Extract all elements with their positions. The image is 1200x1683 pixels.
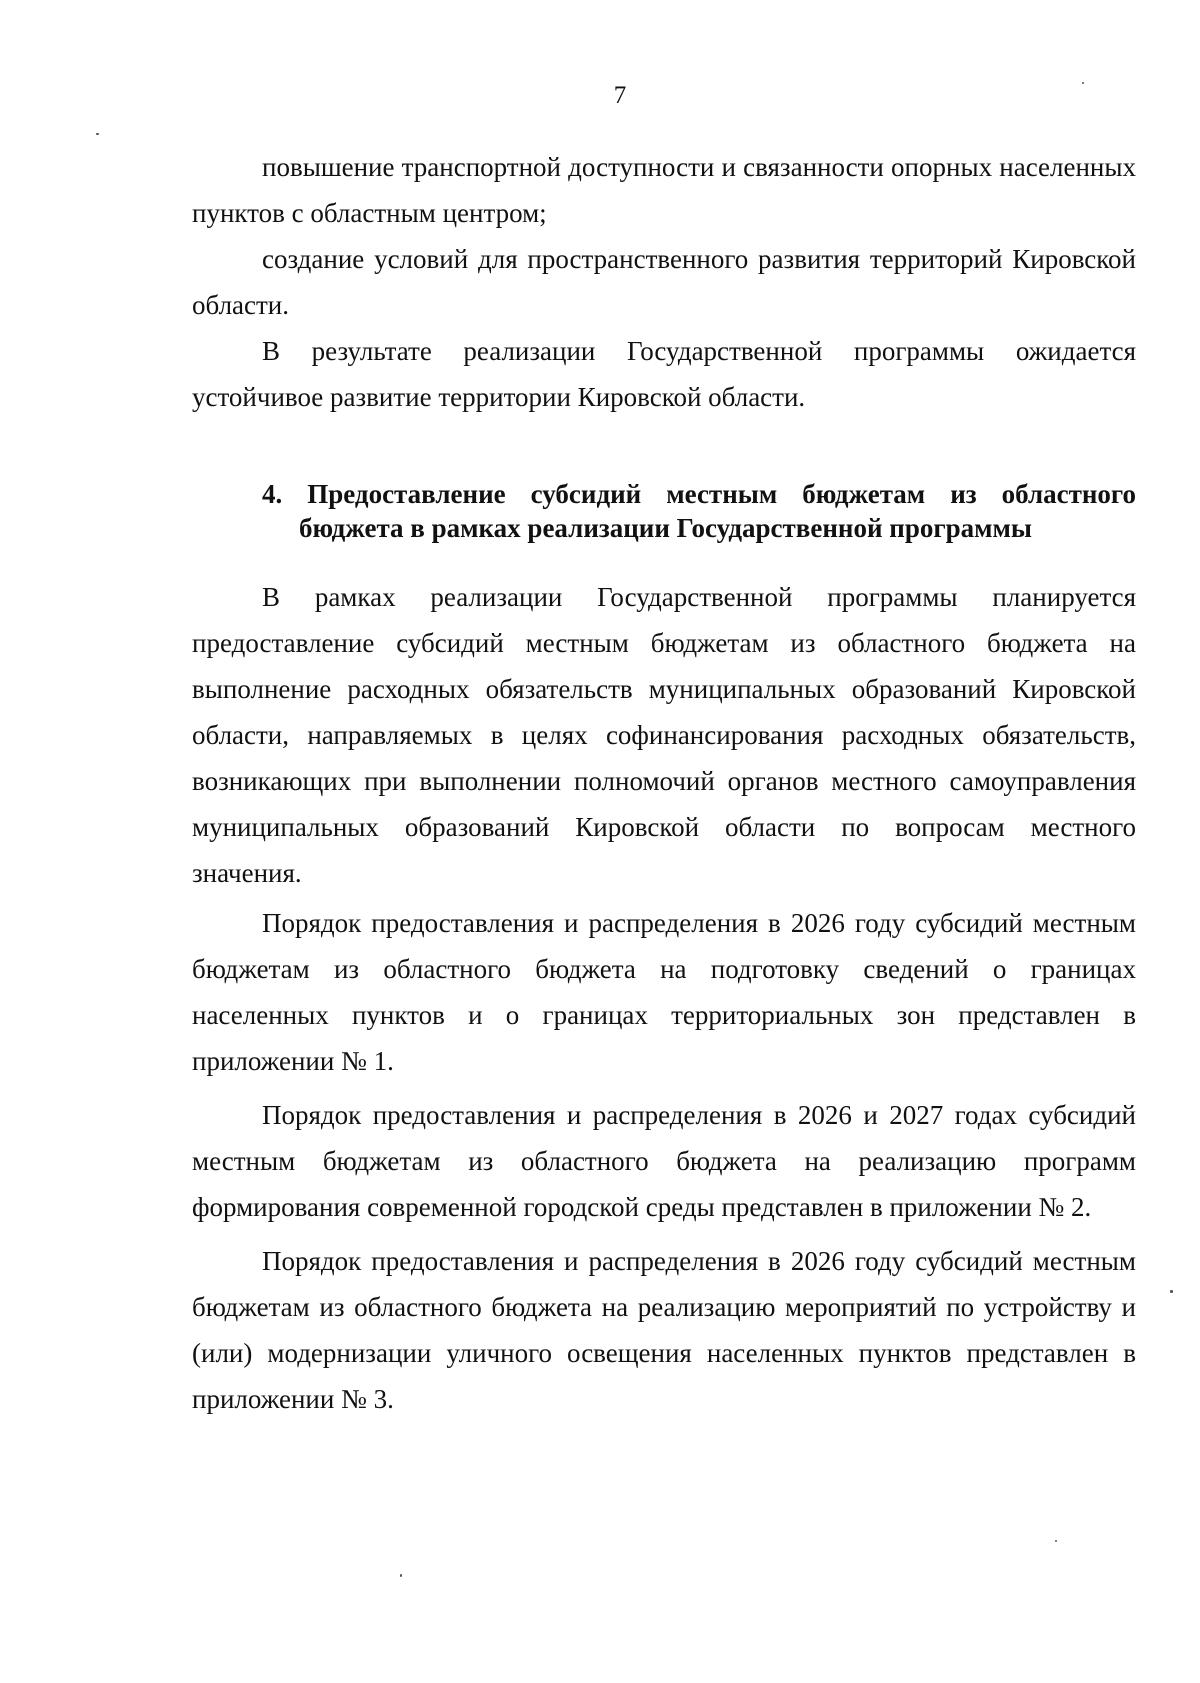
scan-speck xyxy=(96,133,99,135)
section-heading-line-1: 4. Предоставление субсидий местным бюджетам из областного xyxy=(262,479,1136,509)
section-text-block xyxy=(192,574,1136,1422)
section-heading xyxy=(262,477,1136,545)
paragraph-appendix-3: Порядок предоставления и распределения в 2026 году субсидий местным бюджетам из областного бюджета на реализацию мероприятий по устройству и (или) модернизации уличного освещения населенных пунктов представлен в приложении № 3. xyxy=(192,1246,1136,1414)
paragraph-appendix-1: Порядок предоставления и распределения в 2026 году субсидий местным бюджетам из областного бюджета на подготовку сведений о границах населенных пунктов и о границах территориальных зон представлен в приложении № 1. xyxy=(192,908,1136,1076)
scan-speck xyxy=(1055,1540,1057,1542)
paragraph-subsidies-overview: В рамках реализации Государственной программы планируется предоставление субсидий местным бюджетам из областного бюджета на выполнение расходных обязательств муниципальных образований Кировской области, направляемых в целях софинансирования расходных обязательств, возникающих при выполнении полномочий органов местного самоуправления муниципальных образований Кировской области по вопросам местного значения. xyxy=(192,582,1136,888)
scan-speck xyxy=(1082,82,1084,84)
section-heading-line-2: бюджета в рамках реализации Государственной программы xyxy=(299,513,1032,543)
page-number: 7 xyxy=(613,82,627,109)
paragraph-transport-accessibility: повышение транспортной доступности и связанности опорных населенных пунктов с областным центром; xyxy=(192,152,1136,228)
paragraph-appendix-2: Порядок предоставления и распределения в 2026 и 2027 годах субсидий местным бюджетам из областного бюджета на реализацию программ формирования современной городской среды представлен в приложении № 2. xyxy=(192,1100,1136,1222)
scan-speck xyxy=(400,1574,402,1577)
scan-speck xyxy=(1170,1290,1173,1293)
paragraph-spatial-development: создание условий для пространственного развития территорий Кировской области. xyxy=(192,244,1136,320)
intro-text-block xyxy=(192,144,1136,420)
paragraph-expected-result: В результате реализации Государственной программы ожидается устойчивое развитие территории Кировской области. xyxy=(192,336,1136,412)
